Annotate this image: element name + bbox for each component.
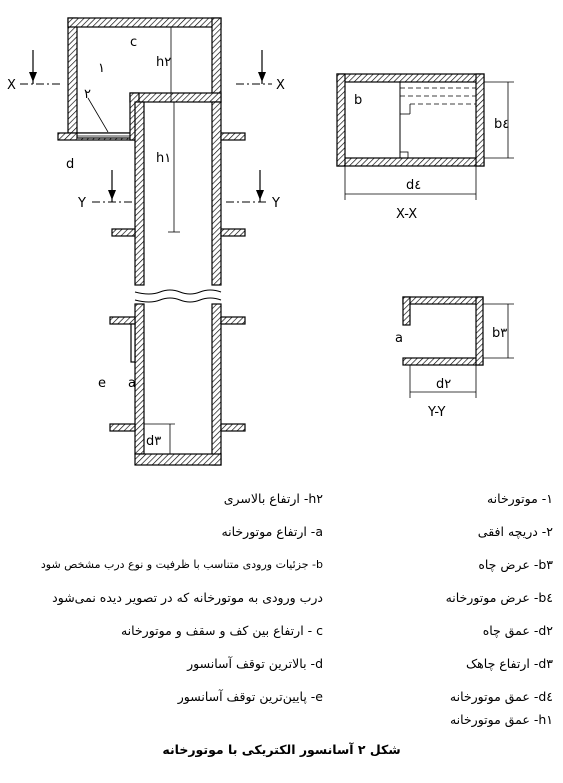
label-d4: d٤	[406, 178, 422, 193]
label-h2: h٢	[156, 55, 172, 70]
legend-left-2: a- ارتفاع موتورخانه	[221, 524, 323, 539]
label-e: e	[98, 376, 106, 391]
shaft-right-wall-lower	[212, 304, 221, 465]
label-c: c	[130, 35, 138, 50]
legend-right-2: ٢- دریچه افقی	[477, 524, 553, 539]
label-y-left: Y	[78, 196, 86, 211]
legend-left-3: b- جزئیات ورودی متناسب با ظرفیت و نوع درب مشخص شود	[40, 558, 323, 571]
legend-left-4: درب ورودی به موتورخانه که در تصویر دیده نمی‌شود	[52, 590, 323, 605]
machine-room-left-wall	[68, 18, 77, 133]
legend-right-3: b٣- عرض چاه	[478, 557, 553, 572]
section-xx	[337, 74, 514, 200]
legend-right-8: h١- عمق موتورخانه	[449, 712, 553, 727]
section-yy	[403, 297, 514, 398]
legend-right-6: d٣- ارتفاع چاهک	[465, 656, 553, 671]
slab-right-top	[221, 133, 245, 140]
label-a-yy: a	[395, 331, 403, 346]
hatch-opening	[77, 133, 133, 138]
label-x-right: X	[276, 78, 285, 93]
slab-left-1	[112, 229, 135, 236]
legend-left-1: h٢- ارتفاع بالاسری	[223, 491, 323, 506]
yy-title: Y-Y	[428, 405, 446, 420]
label-x-left: X	[7, 78, 16, 93]
label-d3: d٣	[146, 434, 162, 449]
hatch-leader	[88, 98, 108, 132]
label-2: ٢	[84, 87, 91, 102]
elevation-view	[20, 18, 272, 465]
slab-left-2	[110, 317, 135, 324]
shaft-left-wall-upper	[135, 102, 144, 285]
label-d: d	[66, 157, 75, 172]
slab-right-2	[221, 317, 245, 324]
legend-right-7: d٤- عمق موتورخانه	[449, 689, 553, 704]
legend-left-5: c - ارتفاع بین کف و سقف و موتورخانه	[120, 623, 323, 638]
slab-left-3	[110, 424, 135, 431]
break-line	[135, 290, 221, 294]
label-d2: d٢	[436, 377, 452, 392]
legend-left-7: e- پایین‌ترین توقف آسانسور	[177, 689, 323, 704]
legend-left-6: d- بالاترین توقف آسانسور	[187, 656, 323, 671]
slab-right-3	[221, 424, 245, 431]
figure-caption: شکل ۲ آسانسور الکتریکی با موتورخانه	[162, 742, 401, 757]
label-1: ١	[98, 61, 105, 76]
label-b4: b٤	[494, 117, 510, 132]
machine-room-floor-right	[130, 93, 221, 102]
legend-right-1: ١- موتورخانه	[486, 491, 553, 506]
machine-room-roof	[68, 18, 221, 27]
legend-right-4: b٤- عرض موتورخانه	[445, 590, 553, 605]
label-h1: h١	[156, 151, 172, 166]
shaft-right-wall-upper	[212, 102, 221, 285]
pit-floor	[135, 454, 221, 465]
slab-right-1	[221, 229, 245, 236]
label-a: a	[128, 376, 136, 391]
xx-title: X-X	[396, 207, 418, 222]
label-y-right: Y	[272, 196, 280, 211]
legend-right-5: d٢- عمق چاه	[482, 623, 553, 638]
shaft-left-wall-lower	[135, 304, 144, 454]
label-b3: b٣	[492, 326, 508, 341]
machine-room-right-wall	[212, 18, 221, 102]
label-b: b	[354, 93, 363, 108]
door-opening	[131, 324, 135, 362]
